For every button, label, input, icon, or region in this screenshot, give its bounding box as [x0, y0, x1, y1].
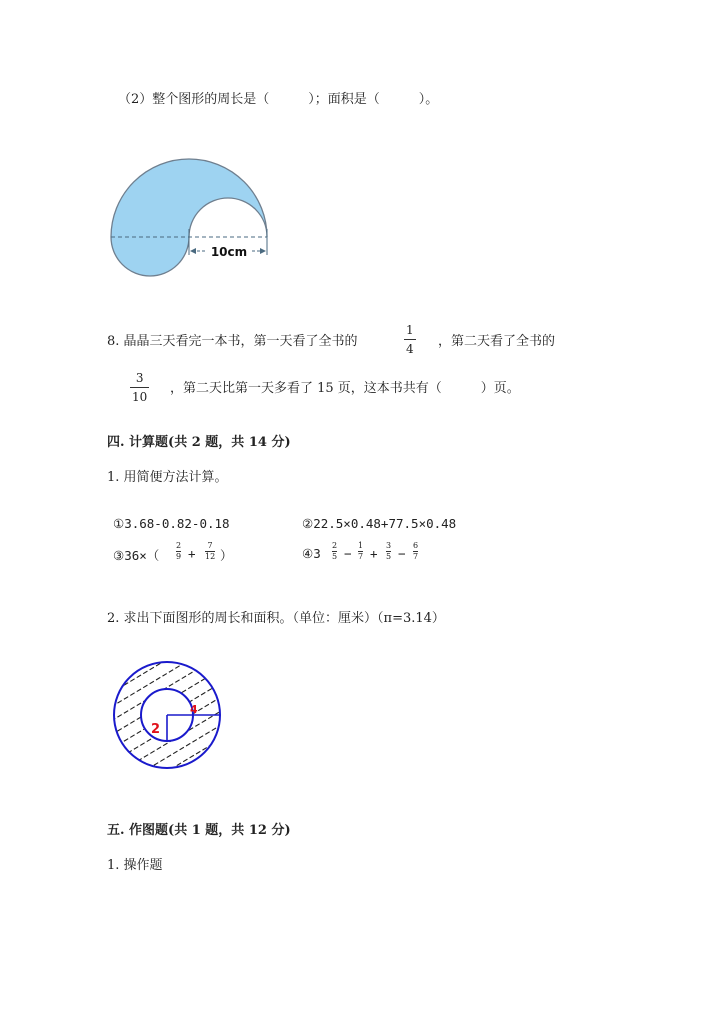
fraction-denominator: 4: [406, 342, 414, 356]
fraction-numerator: 2: [332, 541, 338, 550]
question-8-line-1a: 8. 晶晶三天看完一本书，第一天看了全书的: [107, 334, 358, 349]
expression-4-operator-2: +: [370, 546, 378, 561]
outer-radius-label: 4: [190, 703, 198, 716]
fraction-numerator: 1: [406, 323, 414, 337]
expression-4-fraction-1: [332, 542, 337, 561]
question-7-part-2: （2）整个图形的周长是（ ）；面积是（ ）。: [118, 92, 439, 107]
fraction-numerator: 2: [176, 541, 182, 550]
dimension-arrow-right: [260, 248, 266, 254]
fraction-bar: [404, 339, 416, 340]
expression-3-suffix: ）: [220, 548, 233, 563]
expression-3-prefix: ③36×（: [113, 548, 160, 563]
expression-4-fraction-2: [358, 542, 363, 561]
fraction-denominator: 5: [386, 552, 392, 561]
annulus-figure: [106, 652, 232, 778]
expression-3-plus: +: [188, 546, 196, 561]
fraction-three-tenths: [130, 372, 149, 403]
fraction-numerator: 6: [413, 541, 419, 550]
section-4-question-1-title: 1. 用简便方法计算。: [107, 470, 228, 485]
section-5-title: 五. 作图题(共 1 题，共 12 分): [107, 823, 291, 838]
fraction-denominator: 10: [132, 390, 148, 404]
fraction-bar: [130, 387, 149, 388]
expression-4-operator-1: −: [344, 546, 352, 561]
question-8-line-1b: ，第二天看了全书的: [438, 334, 556, 349]
fraction-numerator: 3: [386, 541, 392, 550]
fraction-denominator: 5: [332, 552, 338, 561]
expression-4-prefix: ④3: [302, 546, 321, 561]
fraction-numerator: 1: [358, 541, 364, 550]
expression-2: ②22.5×0.48+77.5×0.48: [302, 516, 457, 531]
inner-radius-label: 2: [151, 722, 161, 737]
fraction-denominator: 9: [176, 552, 182, 561]
fraction-denominator: 7: [358, 552, 364, 561]
fraction-one-quarter: [404, 324, 416, 355]
crescent-figure: [100, 155, 290, 290]
section-5-question-1-title: 1. 操作题: [107, 858, 163, 873]
dimension-label: 10cm: [210, 245, 248, 259]
expression-3-fraction-2: [205, 542, 215, 561]
expression-4-fraction-4: [413, 542, 418, 561]
fraction-numerator: 3: [135, 371, 144, 385]
expression-4-operator-3: −: [398, 546, 406, 561]
question-8-line-2: ，第二天比第一天多看了 15 页，这本书共有（ ）页。: [170, 381, 520, 396]
expression-4-fraction-3: [386, 542, 391, 561]
section-4-question-2-title: 2. 求出下面图形的周长和面积。（单位：厘米）（π=3.14）: [107, 611, 445, 626]
fraction-denominator: 12: [205, 552, 216, 561]
dimension-arrow-left: [190, 248, 196, 254]
expression-3-fraction-1: [176, 542, 181, 561]
fraction-numerator: 7: [207, 541, 213, 550]
section-4-title: 四. 计算题(共 2 题，共 14 分): [107, 435, 291, 450]
expression-1: ①3.68-0.82-0.18: [113, 516, 230, 531]
fraction-denominator: 7: [413, 552, 419, 561]
